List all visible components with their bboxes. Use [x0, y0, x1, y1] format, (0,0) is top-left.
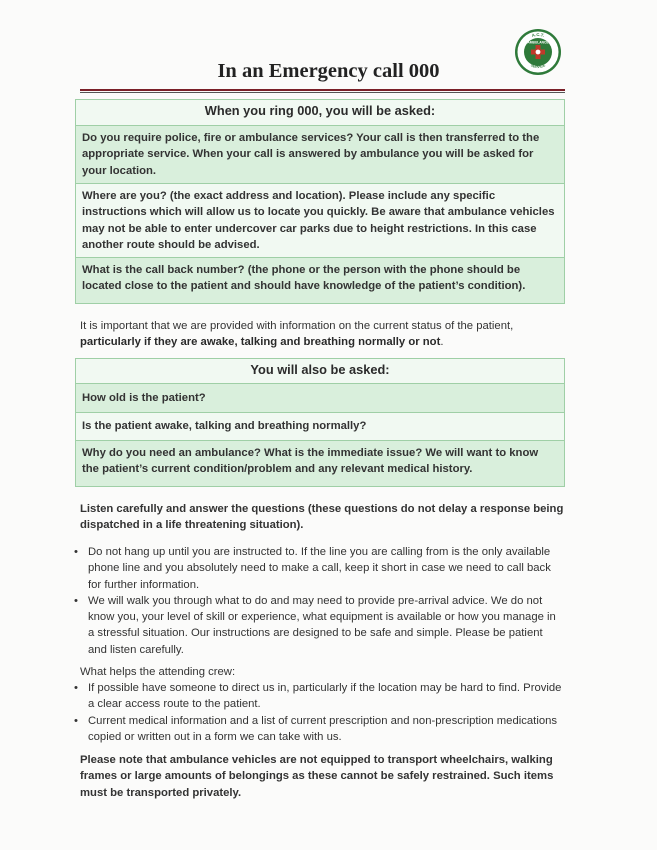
logo-bottom-text: SERVICE: [530, 63, 546, 70]
question-callback-number: What is the call back number? (the phone or the person with the phone should be located close to the patient and should have knowledge of the patient’s condition).: [76, 257, 564, 303]
list-item: • Do not hang up until you are instructed to. If the line you are calling from is the only available phone line and you absolutely need to make a call, keep it short in case we need to call back for further information.: [74, 544, 564, 593]
patient-status-bold-text: particularly if they are awake, talking and breathing normally or not: [80, 336, 441, 349]
title-rule-dark: [80, 92, 565, 93]
patient-status-paragraph: [80, 318, 570, 351]
additional-questions-table: [75, 358, 565, 487]
list-item: • If possible have someone to direct us in, particularly if the location may be hard to find. Provide a clear access route to the patient.: [74, 680, 564, 713]
patient-status-period: .: [440, 336, 444, 349]
questions-table-header: When you ring 000, you will be asked:: [76, 100, 564, 125]
list-item: • We will walk you through what to do and may need to provide pre-arrival advice. We do not know you, your level of skill or experience, what equipment is available or how you manage in a stressful situation. Our instructions are designed to be safe and simple. Please be patient and listen carefully.: [74, 593, 564, 658]
logo-top-text: A.C.T.: [531, 31, 545, 38]
question-patient-awake: Is the patient awake, talking and breathing normally?: [76, 412, 564, 440]
ambulance-service-logo: [513, 27, 563, 77]
patient-status-text: It is important that we are provided with information on the current status of the patient,: [80, 320, 514, 332]
question-reason-for-ambulance: Why do you need an ambulance? What is the immediate issue? We will want to know the patient’s current condition/problem and any relevant medical history.: [76, 440, 564, 486]
helps-crew-list: [74, 680, 564, 745]
call-instructions-list: [74, 544, 564, 658]
question-service-type: Do you require police, fire or ambulance services? Your call is then transferred to the appropriate service. When your call is answered by ambulance you will be asked for your location.: [76, 125, 564, 183]
list-item: • Current medical information and a list of current prescription and non-prescription medications copied or written out in a form we can take with us.: [74, 713, 564, 746]
logo-middle-text: AMBULANCE: [527, 40, 549, 45]
page-title: In an Emergency call 000: [217, 60, 440, 82]
title-rule-red: [80, 89, 565, 91]
question-patient-age: How old is the patient?: [76, 383, 564, 412]
transport-note: Please note that ambulance vehicles are not equipped to transport wheelchairs, walking frames or large amounts of belongings as these cannot be safely restrained. Such items must be transported privately.: [80, 754, 554, 799]
questions-table: [75, 99, 565, 304]
additional-questions-header: You will also be asked:: [76, 359, 564, 383]
helps-heading: What helps the attending crew:: [80, 666, 236, 678]
question-location: Where are you? (the exact address and location). Please include any specific instructions which will allow us to locate you quickly. Be aware that ambulance vehicles may not be able to enter undercover car parks due to height restrictions. In this case another route should be advised.: [76, 183, 564, 257]
listen-carefully-paragraph: Listen carefully and answer the questions (these questions do not delay a response being dispatched in a life threatening situation).: [80, 503, 564, 532]
